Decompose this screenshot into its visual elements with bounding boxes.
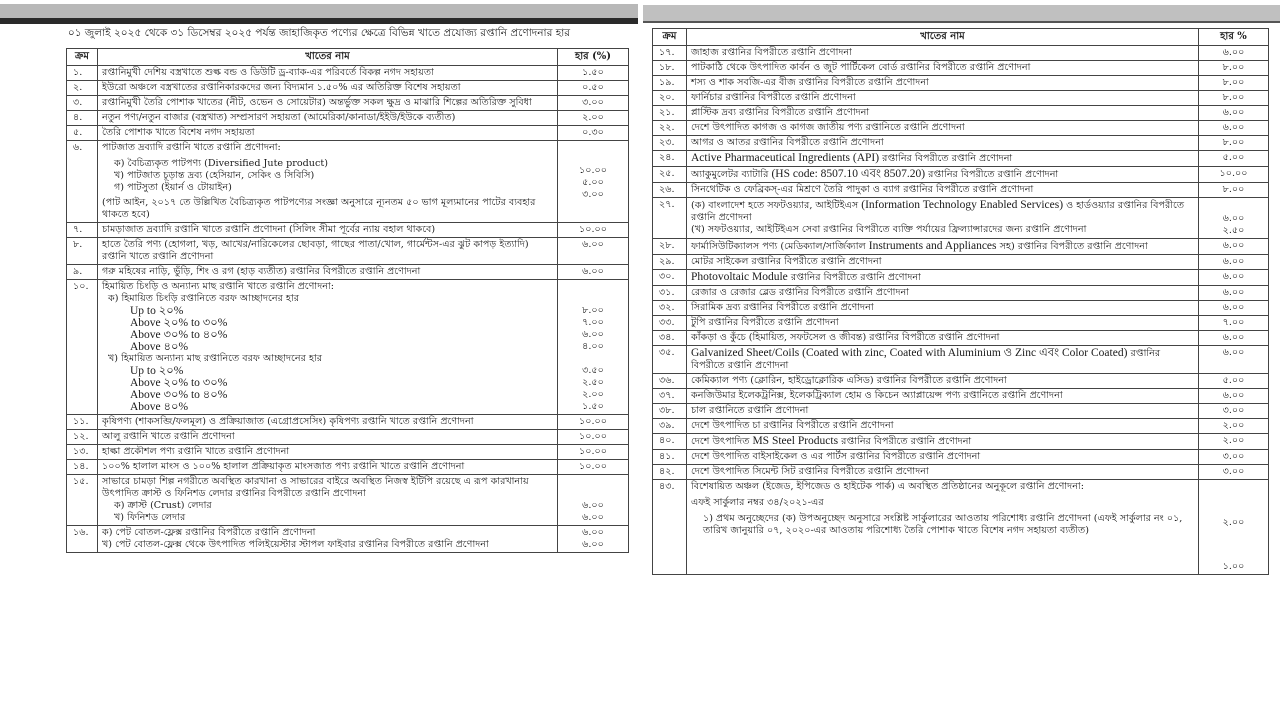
row-rate: ৭.০০ [1199,316,1269,331]
row-sl: ৩৭. [653,389,687,404]
row-sl: ১৩. [67,445,98,460]
table-row [67,430,629,445]
row-name-en: Galvanized Sheet/Coils (Coated with zinc, Coated with Aluminium ও Zinc এবং Color Coated) [691,347,1128,359]
row-rate: ৬.০০ [1199,270,1269,286]
row-name: চাল রপ্তানিতে রপ্তানি প্রণোদনা [687,404,1199,419]
row-sl: ৪৩. [653,480,687,575]
row-name-prefix: অ্যাকুমুলেটর ব্যাটারি [691,169,772,180]
row-name: হিমায়িত চিংড়ি ও অন্যান্য মাছ রপ্তানি খাতে রপ্তানি প্রণোদনা: [102,281,334,292]
table-row [67,280,629,415]
row-name-cell [687,198,1199,239]
incentive-rates-table-left [66,48,629,553]
row-sl: ৭. [67,223,98,238]
row-rate: ৩.০০ [1199,465,1269,480]
row-rate: ৬.০০ [558,238,629,265]
row-rates [558,526,629,553]
row-rates [558,475,629,526]
header-sl: ক্রম [67,49,98,66]
sub-item-prefix: (ক) বাংলাদেশ হতে সফটওয়্যার, আইটিইএস [691,200,862,211]
row-sl: ৩৪. [653,331,687,346]
row-name-en: Active Pharmaceutical Ingredients (API) [691,152,880,164]
row-name: সিরামিক দ্রব্য রপ্তানির বিপরীতে রপ্তানি প্রণোদনা [687,301,1199,316]
row-name: সিনথেটিক ও ফেব্রিকস্-এর মিশ্রণে তৈরি পাদুকা ও ব্যাগ রপ্তানির বিপরীতে রপ্তানি প্রণোদনা [687,183,1199,198]
table-header-row [653,29,1269,46]
row-name: বিশেষায়িত অঞ্চল (ইজেড, ইপিজেড ও হাইটেক পার্ক) এ অবস্থিত প্রতিষ্ঠানের অনুকূলে রপ্তানি প্রণোদনা: [691,481,1084,492]
sub-item-en: (Information Technology Enabled Services) [861,199,1064,211]
row-name: রপ্তানির বিপরীতে রপ্তানি প্রণোদনা [925,169,1059,180]
row-rate: ০.৩০ [558,126,629,141]
row-name: রপ্তানির বিপরীতে রপ্তানি প্রণোদনা [787,272,921,283]
row-name: রেজার ও রেজার ব্লেড রপ্তানির বিপরীতে রপ্তানি প্রণোদনা [687,286,1199,301]
row-name-cell [687,239,1199,255]
row-note: (পাট আইন, ২০১৭ তে উল্লিখিত বৈচিত্র্যকৃত পাটপণ্যের সংজ্ঞা অনুসারে ন্যূনতম ৫০ ভাগ মূল্যমানের পাটের ব্যবহার থাকতে হবে) [102,197,536,220]
row-name: দেশে উৎপাদিত সিমেন্ট সিট রপ্তানির বিপরীতে রপ্তানি প্রণোদনা [687,465,1199,480]
sub-item-label: খ) পাটজাত চূড়ান্ত দ্রব্য (হেসিয়ান, সেকিং ও সিবিসি) [114,170,315,181]
row-name: হাল্কা প্রকৌশল পণ্য রপ্তানি খাতে রপ্তানি প্রণোদনা [98,445,558,460]
row-rate: ৮.০০ [1199,183,1269,198]
row-name: ফার্নিচার রপ্তানির বিপরীতে রপ্তানি প্রণোদনা [687,91,1199,106]
row-sl: ১৬. [67,526,98,553]
table-row [67,265,629,280]
row-name-en: MS Steel Products [752,435,839,447]
document-title: ০১ জুলাই ২০২৫ থেকে ৩১ ডিসেম্বর ২০২৫ পর্যন্ত জাহাজিকৃত পণ্যের ক্ষেত্রে বিভিন্ন খাতে প্রযোজ্য রপ্তানি প্রণোদনার হার [67,27,571,39]
row-sl: ২৬. [653,183,687,198]
table-row [653,91,1269,106]
table-row [67,238,629,265]
row-name-cell [687,434,1199,450]
table-row [653,151,1269,167]
row-sl: ২৭. [653,198,687,239]
table-row [67,111,629,126]
table-row [653,389,1269,404]
row-name: চামড়াজাত দ্রব্যাদি রপ্তানি খাতে রপ্তানি প্রণোদনা (সিলিং সীমা পূর্বের ন্যায় বহাল থাকবে) [98,223,558,238]
sub-item-label: ১) প্রথম অনুচ্ছেদের (ক) উপঅনুচ্ছেদ অনুসারে সংশ্লিষ্ট সার্কুলারের আওতায় পরিশোধ্য রপ্তানি প্রণোদনা (এফই সার্কুলার নং ০১, তারিখ জানুয়ারি ০৭, ২০২০-এর আওতায় পরিশোধ্য তৈরি পোশাক খাতে বিশেষ নগদ সহায়তা ব্যতীত) [703,513,1183,536]
ice-cover-range: Up to ২০% [130,365,184,377]
sub-item-rate: ২.৫০ [582,377,604,388]
table-row [653,46,1269,61]
sub-item-rate: ৬.০০ [582,527,604,538]
row-sl: ২০. [653,91,687,106]
row-name: ইউরো অঞ্চলে বস্ত্রখাতের রপ্তানিকারকদের জন্য বিদ্যমান ১.৫০% এর অতিরিক্ত বিশেষ সহায়তা [98,81,558,96]
row-rates [558,280,629,415]
sub-item-rate: ৬.০০ [582,539,604,550]
row-rates [1199,480,1269,575]
table-row [653,121,1269,136]
row-rate: ১০.০০ [558,445,629,460]
sub-item-rate: ৮.০০ [582,305,604,316]
row-rate: ৩.০০ [558,96,629,111]
row-sl: ৩৩. [653,316,687,331]
row-rate: ৩.০০ [1199,450,1269,465]
sub-item-rate: ১.৫০ [582,401,604,412]
sub-item-rate: ৭.০০ [582,317,604,328]
row-sl: ৩৮. [653,404,687,419]
sub-item-rate: ৬.০০ [582,512,604,523]
row-name: নতুন পণ্য/নতুন বাজার (বস্ত্রখাত) সম্প্রসারণ সহায়তা (আমেরিকা/কানাডা/ইইউ/ইউকে ব্যতীত) [98,111,558,126]
header-rate: হার (%) [558,49,629,66]
table-row [67,475,629,526]
sub-item-rate: ১.০০ [1222,561,1245,572]
row-name: পাটজাত দ্রব্যাদি রপ্তানি খাতে রপ্তানি প্রণোদনা: [102,142,281,153]
left-top-gray-bar [0,4,638,18]
row-rates [1199,198,1269,239]
table-row [653,239,1269,255]
row-name: কেমিক্যাল পণ্য (ক্লোরিন, হাইড্রোক্লোরিক এসিড) রপ্তানির বিপরীতে রপ্তানি প্রণোদনা [687,374,1199,389]
table-row [653,404,1269,419]
row-sl: ১১. [67,415,98,430]
row-rate: ৮.০০ [1199,136,1269,151]
row-name: দেশে উৎপাদিত চা রপ্তানির বিপরীতে রপ্তানি প্রণোদনা [687,419,1199,434]
row-rate: ৬.০০ [1199,106,1269,121]
table-row [653,331,1269,346]
row-name: হাতে তৈরি পণ্য (হোগলা, খড়, আখের/নারিকেলের ছোবড়া, গাছের পাতা/খোল, গার্মেন্টস-এর ঝুট কাপড় ইত্যাদি) রপ্তানি খাতে রপ্তানি প্রণোদনা [98,238,558,265]
row-name: মোটর সাইকেল রপ্তানির বিপরীতে রপ্তানি প্রণোদনা [687,255,1199,270]
sub-item-rate: ৪.০০ [582,341,604,352]
row-name-cell [687,270,1199,286]
sub-item-label: (খ) সফটওয়্যার, আইটিইএস সেবা রপ্তানির বিপরীতে ব্যক্তি পর্যায়ের ফ্রিল্যান্সারদের জন্য রপ্তানি প্রণোদনা [691,224,1087,235]
row-rate: ৫.০০ [1199,151,1269,167]
table-row [67,96,629,111]
row-name: কৃষিপণ্য (শাকসব্জি/ফলমূল) ও প্রক্রিয়াজাত (এগ্রোপ্রসেসিং) কৃষিপণ্য রপ্তানি খাতে রপ্তানি প্রণোদনা [98,415,558,430]
row-sl: ৪০. [653,434,687,450]
row-rate: ৩.০০ [1199,404,1269,419]
row-sl: ১. [67,66,98,81]
row-sl: ৩০. [653,270,687,286]
row-rate: ২.০০ [1199,434,1269,450]
row-sl: ৩১. [653,286,687,301]
ice-cover-range: Above ২০% to ৩০% [130,317,228,329]
row-rate: ৬.০০ [558,265,629,280]
row-name: রপ্তানির বিপরীতে রপ্তানি প্রণোদনা [879,153,1013,164]
table-row [67,460,629,475]
sub-item-rate: ৩.৫০ [582,365,604,376]
right-document-page [643,0,1280,720]
row-name-en: Photovoltaic Module [691,271,788,283]
row-rate: ০.৫০ [558,81,629,96]
row-rate: ৬.০০ [1199,346,1269,374]
row-sl: ১৭. [653,46,687,61]
table-row [653,198,1269,239]
row-name: রপ্তানির বিপরীতে রপ্তানি প্রণোদনা [838,436,972,447]
ice-cover-range: Above ৩০% to ৪০% [130,389,228,401]
row-rate: ৬.০০ [1199,121,1269,136]
row-rate: ৬.০০ [1199,389,1269,404]
row-name-en: Instruments and Appliances [868,240,997,252]
table-row [653,167,1269,183]
row-sl: ২৮. [653,239,687,255]
row-rate: ৬.০০ [1199,239,1269,255]
incentive-rates-table-right [652,28,1269,575]
row-sl: ৩২. [653,301,687,316]
sub-item-text: ও হার্ডওয়্যার রপ্তানির বিপরীতে রপ্তানি প্রণোদনা [691,200,1185,223]
row-sl: ২৩. [653,136,687,151]
sub-item-rate: ২.০০ [582,389,604,400]
sub-item-text: ক) বৈচিত্র্যকৃত পাটপণ্য (Diversified Jute product) [114,158,328,169]
row-sl: ৪২. [653,465,687,480]
row-rate: ১০.০০ [558,223,629,238]
table-row [653,450,1269,465]
row-name-cell [687,167,1199,183]
table-row [67,415,629,430]
row-sl: ৩৯. [653,419,687,434]
table-header-row [67,49,629,66]
row-sl: ১২. [67,430,98,445]
row-rate: ২.০০ [558,111,629,126]
sub-item-rate: ৫.০০ [582,177,604,188]
row-sl: ৯. [67,265,98,280]
sub-item-rate: ১০.০০ [579,165,607,176]
table-row [67,81,629,96]
row-sl: ৪১. [653,450,687,465]
header-rate: হার % [1199,29,1269,46]
row-rate: ৫.০০ [1199,374,1269,389]
table-row [653,434,1269,450]
row-sl: ৬. [67,141,98,223]
row-rate: ৬.০০ [1199,301,1269,316]
sub-item-rate: ৬.০০ [1222,213,1245,224]
row-sl: ১৫. [67,475,98,526]
row-sl: ২১. [653,106,687,121]
row-sl: ১৮. [653,61,687,76]
header-sl: ক্রম [653,29,687,46]
left-top-dark-bar [0,18,638,24]
row-sl: ২২. [653,121,687,136]
table-row [67,126,629,141]
header-sector-name: খাতের নাম [687,29,1199,46]
row-name-cell [98,475,558,526]
row-sl: ১৯. [653,76,687,91]
ice-cover-range: Above ৪০% [130,401,189,413]
sub-item-label: ক) ক্রাস্ট (Crust) লেদার [114,500,212,511]
row-name: শস্য ও শাক সবজি-এর বীজ রপ্তানির বিপরীতে রপ্তানি প্রণোদনা [687,76,1199,91]
table-row [653,301,1269,316]
sub-item-label: খ) পেট বোতল-ফ্লেক্স থেকে উৎপাদিত পলিইয়েস্টার স্টাপল ফাইবার রপ্তানির বিপরীতে রপ্তানি প্রণোদনা [102,539,489,550]
table-row [653,255,1269,270]
row-rate: ১০.০০ [558,460,629,475]
row-sl: ২৫. [653,167,687,183]
row-name: সহ) রপ্তানির বিপরীতে রপ্তানি প্রণোদনা [996,241,1148,252]
table-row [653,374,1269,389]
row-name: তৈরি পোশাক খাতে বিশেষ নগদ সহায়তা [98,126,558,141]
row-name: প্লাস্টিক দ্রব্য রপ্তানির বিপরীতে রপ্তানি প্রণোদনা [687,106,1199,121]
table-row [653,316,1269,331]
row-name: আলু রপ্তানি খাতে রপ্তানি প্রণোদনা [98,430,558,445]
row-name: দেশে উৎপাদিত কাগজ ও কাগজ জাতীয় পণ্য রপ্তানিতে রপ্তানি প্রণোদনা [687,121,1199,136]
sub-item-label: খ) ফিনিশড লেদার [114,512,186,523]
ice-cover-range: Up to ২০% [130,305,184,317]
row-name: জাহাজ রপ্তানির বিপরীতে রপ্তানি প্রণোদনা [687,46,1199,61]
row-name: কনজিউমার ইলেকট্রনিক্স, ইলেকট্রিক্যাল হোম ও কিচেন অ্যাপ্লায়েন্স পণ্য রপ্তানিতে রপ্তানি প্রণোদনা [687,389,1199,404]
row-name-cell [98,280,558,415]
ice-cover-range: Above ৪০% [130,341,189,353]
row-rate: ১.৫০ [558,66,629,81]
row-name-prefix: দেশে উৎপাদিত [691,436,753,447]
sub-item-label [102,158,553,170]
sub-item-rate: ৬.০০ [582,329,604,340]
row-rate: ৬.০০ [1199,331,1269,346]
row-rate: ১০.০০ [1199,167,1269,183]
row-sl: ৩. [67,96,98,111]
sub-item-rate: ২.৫০ [1222,225,1245,236]
row-name-cell [687,480,1199,575]
sub-item-rate: ৬.০০ [582,500,604,511]
row-sl: ৩৫. [653,346,687,374]
row-rate: ৬.০০ [1199,255,1269,270]
row-name: পাটকাঠি থেকে উৎপাদিত কার্বন ও জুট পার্টিকেল বোর্ড রপ্তানির বিপরীতে রপ্তানি প্রণোদনা [687,61,1199,76]
row-rate: ৬.০০ [1199,46,1269,61]
row-sl: ২৪. [653,151,687,167]
sub-item-rate: ২.০০ [1222,517,1245,528]
row-name: রপ্তানিমুখী তৈরি পোশাক খাতের (নীট, ওভেন ও সোয়েটার) অন্তর্ভুক্ত সকল ক্ষুদ্র ও মাঝারি শিল্পের অতিরিক্ত সুবিধা [98,96,558,111]
row-name-cell [687,346,1199,374]
row-sl: ৮. [67,238,98,265]
table-row [653,286,1269,301]
left-document-page [0,0,638,720]
row-sl: ১০. [67,280,98,415]
sub-item-label [691,543,1194,555]
table-row [653,136,1269,151]
row-sl: ১৪. [67,460,98,475]
row-sl: ২৯. [653,255,687,270]
row-rates [558,141,629,223]
group-label: খ) হিমায়িত অন্যান্য মাছ রপ্তানিতে বরফ আচ্ছাদনের হার [108,353,323,364]
row-rate: ৮.০০ [1199,91,1269,106]
row-sl: ৩৬. [653,374,687,389]
row-rate: ৮.০০ [1199,61,1269,76]
row-sl: ৫. [67,126,98,141]
right-top-dark-line [643,21,1280,23]
header-sector-name: খাতের নাম [98,49,558,66]
row-rate: ২.০০ [1199,419,1269,434]
group-label: ক) হিমায়িত চিংড়ি রপ্তানিতে বরফ আচ্ছাদনের হার [108,293,300,304]
row-name: ১০০% হালাল মাংস ও ১০০% হালাল প্রক্রিয়াকৃত মাংসজাত পণ্য রপ্তানি খাতে রপ্তানি প্রণোদনা [98,460,558,475]
row-rate: ৮.০০ [1199,76,1269,91]
circular-reference: এফই সার্কুলার নম্বর ৩৪/২০২১-এর [691,497,824,508]
row-sl: ৪. [67,111,98,126]
row-name-prefix: ফার্মাসিউটিক্যালস পণ্য (মেডিক্যাল/সার্জিক্যাল [691,241,869,252]
row-name: দেশে উৎপাদিত বাইসাইকেল ও এর পার্টস রপ্তানির বিপরীতে রপ্তানি প্রণোদনা [687,450,1199,465]
row-name: আগর ও আতর রপ্তানির বিপরীতে রপ্তানি প্রণোদনা [687,136,1199,151]
table-row [653,346,1269,374]
table-row [67,223,629,238]
table-row [653,76,1269,91]
table-row [653,270,1269,286]
table-row [653,183,1269,198]
sub-item-label: গ) পাটসুতা (ইয়ার্ন ও টোয়াইন) [114,182,232,193]
table-row [67,141,629,223]
row-name: রপ্তানির বিপরীতে রপ্তানি প্রণোদনা [691,348,1161,371]
ice-cover-range: Above ৩০% to ৪০% [130,329,228,341]
table-row [67,445,629,460]
table-row [67,66,629,81]
right-top-gray-bar [643,5,1280,21]
row-rate: ১০.০০ [558,415,629,430]
ice-cover-range: Above ২০% to ৩০% [130,377,228,389]
sub-item-label [691,199,1194,224]
table-row [653,465,1269,480]
row-name: টুপি রপ্তানির বিপরীতে রপ্তানি প্রণোদনা [687,316,1199,331]
table-row [653,61,1269,76]
row-rate: ১০.০০ [558,430,629,445]
spacer [562,353,624,365]
sub-item-rate: ৩.০০ [582,189,604,200]
row-rate: ৬.০০ [1199,286,1269,301]
row-sl: ২. [67,81,98,96]
row-name-cell [98,526,558,553]
table-row [653,106,1269,121]
row-name-en: (HS code: 8507.10 এবং 8507.20) [771,168,926,180]
row-name: রপ্তানিমুখী দেশিয় বস্ত্রখাতে শুল্ক বন্ড ও ডিউটি ড্র-ব্যাক-এর পরিবর্তে বিকল্প নগদ সহায়তা [98,66,558,81]
row-name: কাঁকড়া ও কুঁচে (হিমায়িত, সফটসেল ও জীবন্ত) রপ্তানির বিপরীতে রপ্তানি প্রণোদনা [687,331,1199,346]
table-row [653,480,1269,575]
sub-item-label: ক) পেট বোতল-ফ্লেক্স রপ্তানির বিপরীতে রপ্তানি প্রণোদনা [102,527,316,538]
row-name: গরু মহিষের নাড়ি, ভুঁড়ি, শিং ও রগ (হাড় ব্যতীত) রপ্তানির বিপরীতে রপ্তানি প্রণোদনা [98,265,558,280]
table-row [653,419,1269,434]
row-name-cell [98,141,558,223]
table-row [67,526,629,553]
row-name: সাভারে চামড়া শিল্প নগরীতে অবস্থিত কারখানা ও সাভারের বাইরে অবস্থিত নিজস্ব ইটিপি রয়েছে এ রূপ কারখানায় উৎপাদিত ক্রাস্ট ও ফিনিশড লেদার রপ্তানির বিপরীতে রপ্তানি প্রণোদনা [102,476,529,499]
row-name-cell [687,151,1199,167]
